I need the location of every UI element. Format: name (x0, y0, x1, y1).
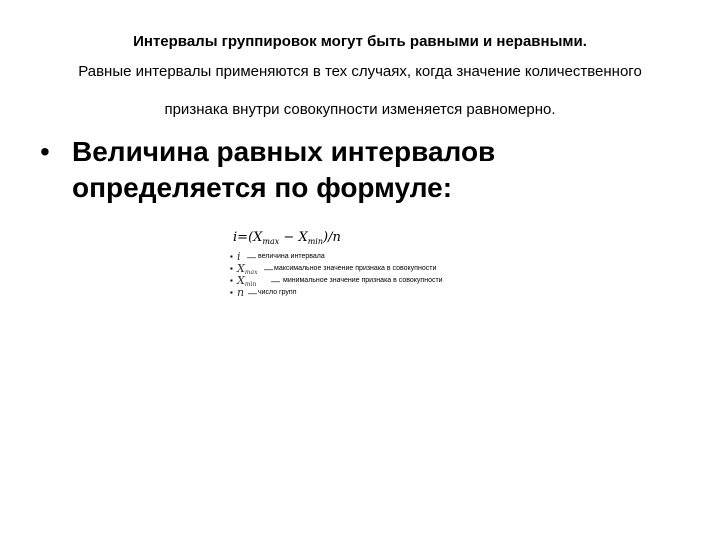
formula-n: n (332, 230, 341, 245)
formula-xmin-sub: min (307, 237, 324, 246)
paragraph-line-1: Равные интервалы применяются в тех случаях, когда значение количественного (78, 63, 642, 80)
main-bullet-line-1: Величина равных интервалов (72, 136, 496, 167)
formula-minus: − (279, 230, 299, 245)
legend-description: величина интервала (258, 253, 325, 260)
legend-dash: — (271, 276, 280, 286)
legend-bullet: ▪ (230, 288, 233, 297)
legend-description: минимальное значение признака в совокупности (283, 277, 443, 284)
legend-description: максимальное значение признака в совокупности (274, 265, 437, 272)
slide-heading: Интервалы группировок могут быть равными и неравными. (133, 33, 587, 50)
legend-dash: — (264, 264, 273, 274)
paragraph-line-2: признака внутри совокупности изменяется равномерно. (164, 101, 556, 118)
bullet-marker: • (40, 136, 50, 167)
legend-symbol: i (237, 250, 241, 263)
legend-dash: — (248, 288, 257, 298)
formula-xmax-sub: max (262, 237, 280, 246)
formula-eq-open: =( (237, 230, 254, 245)
main-bullet-line-2: определяется по формуле: (72, 172, 453, 203)
formula-close-div: )/ (323, 230, 333, 245)
legend-bullet: ▪ (230, 276, 233, 285)
legend-bullet: ▪ (230, 252, 233, 261)
main-bullet-text (72, 134, 632, 206)
legend-description: число групп (258, 289, 297, 296)
interval-formula (233, 230, 341, 246)
legend-symbol: $X_{max}$ (237, 262, 258, 276)
legend-dash: — (247, 252, 256, 262)
legend-bullet: ▪ (230, 264, 233, 273)
formula-xmin: X (298, 230, 308, 245)
formula-i: i (233, 230, 238, 245)
legend-symbol: $X_{min}$ (237, 274, 257, 288)
formula-xmax: X (253, 230, 263, 245)
legend-symbol: n (237, 286, 245, 299)
